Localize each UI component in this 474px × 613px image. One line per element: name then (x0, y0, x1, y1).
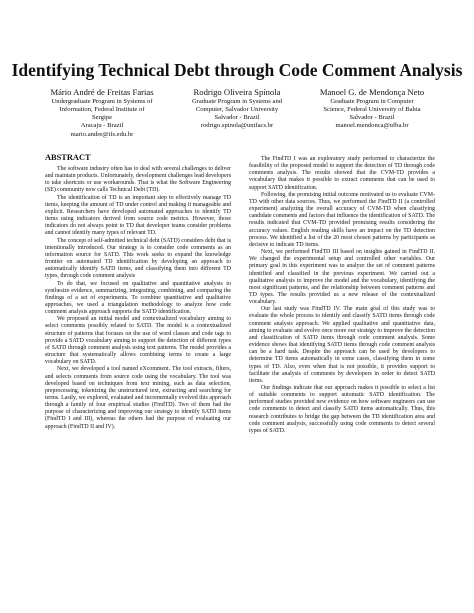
author-3-affiliation-line: Graduate Program in Computer (330, 97, 414, 105)
author-3-name: Manoel G. de Mendonça Neto (319, 87, 425, 97)
author-2-location: Salvador - Brazil (214, 114, 260, 122)
body-paragraph: The FindTD I was an exploratory study performed to characterize the feasibility of the proposed model to support the detection of TD through code comments analysis. The results showed that the CVM-TD provides a vocabulary that makes it possible to extract comments that can be used to support SATD identification. (249, 156, 435, 191)
right-column (249, 150, 435, 435)
body-paragraph: Next, we developed a tool named eXcomment. The tool extracts, filters, and selects comments from source code using the vocabulary. The tool was developed based on techniques from text mining, such as data selection, preprocessing, tokenizing the unstructured text, extracting and searching for terms. Lastly, we explored, evaluated and incrementally evolved this approach through a family of four empirical studies (FindTD). Two of them had the purpose of characterizing and improving our strategy to identify SATD items (FindTD I and III), whereas the others had the purpose of evaluating our approach (FindTD II and IV). (45, 366, 231, 430)
author-block (38, 87, 436, 139)
author-2 (173, 87, 301, 139)
author-2-email: rodrigo.spinola@unifacs.br (200, 122, 274, 130)
author-1-name: Mário André de Freitas Farias (50, 87, 154, 97)
body-paragraph: The identification of TD is an important step to effectively manage TD items, keeping the amount of TD under control and making it manageable and explicit. Researchers have developed automated approaches to identify TD items using indicators derived from source code metrics. However, those indicators do not always point to TD that developer teams consider problems and cannot identify many types of relevant TD. (45, 194, 231, 237)
author-1-affiliation-line: Undergraduate Program in Systems of (51, 97, 153, 105)
left-column (45, 150, 231, 435)
body-paragraph: The concept of self-admitted technical debt (SATD) considers debt that is intentionally introduced. Our strategy is to consider code comments as an information source for SATD. This work seeks to expand the knowledge frontier on automated TD identification by developing an approach to automatically identify SATD items, and classifying them into different TD types, through code comment analysis (45, 237, 231, 280)
author-1-affiliation-line: Sergipe (91, 114, 113, 122)
abstract-heading: ABSTRACT (45, 153, 91, 162)
author-1 (38, 87, 166, 139)
body-paragraph: Next, we performed FindTD III based on insights gained in FindTD II. We changed the experimental setup and controlled other variables. Our primary goal in this experiment was to analyze the set of comment patterns identified and classified in the previous experiment. We carried out a qualitative analysis to improve the model and the vocabulary, identifying the most significant patterns, and the relationship between comment patterns and TD types. The results provided us a new release of the contextualized vocabulary. (249, 249, 435, 306)
author-2-affiliation-line: Graduate Program in Systems and (191, 97, 283, 105)
author-2-affiliation-line: Computer, Salvador University (195, 105, 279, 113)
author-3-affiliation-line: Science, Federal University of Bahia (323, 105, 421, 113)
paper-title: Identifying Technical Debt through Code Comment Analysis (11, 60, 463, 80)
body-paragraph: Our last study was FindTD IV. The main goal of this study was to evaluate the whole process to identify and classify SATD items through code comment analysis approach. We applied qualitative and quantitative data, aiming to evaluate and evolve once more our strategy to improve the detection and classification of SATD items through code comment analysis. Some evidence shows that identifying SATD items through code comment analysis can be a hard task. Despite the approach can be used by developers to determine TD items automatically in some cases, classifying them in some types of TD. Also, even when that is not possible, it provides support to facilitate the analysis of comments by developers in order to detect SATD items. (249, 306, 435, 384)
body-paragraph: Our findings indicate that our approach makes it possible to select a list of suitable comments to support automatic SATD identification. The performed studies provided new evidence on how software engineers can use code comments to detect and classify SATD items automatically. Thus, this research contributes to bridge the gap between the TD identification area and code comment analysis, successfully using code comments to detect several types of SATD. (249, 385, 435, 434)
author-3 (308, 87, 436, 139)
body-paragraph: To do that, we focused on qualitative and quantitative analysis to synthesize evidence, summarizing, integrating, combining, and comparing the findings of a set of experiments. To combine quantitative and qualitative approaches, we used a triangulation methodology to analyze how code comment analysis approach supports the SATD identification. (45, 280, 231, 316)
body-columns (45, 150, 435, 435)
author-1-location: Aracaju - Brazil (80, 122, 124, 130)
body-paragraph: We proposed an initial model and contextualized vocabulary aiming to select comments possibly related to SATD. The model is a contextualized structure of patterns that focuses on the use of word classes and code tags to provide a SATD vocabulary aiming to support the detection of different types of SATD through comment analysis using text patterns. The model provides a structure that systematically allows combining terms to create a large vocabulary on SATD. (45, 316, 231, 366)
author-3-location: Salvador - Brazil (349, 114, 395, 122)
author-3-email: manoel.mendonca@ufba.br (335, 122, 409, 130)
author-1-affiliation-line: Information, Federal Institute of (59, 105, 145, 113)
author-2-name: Rodrigo Oliveira Spínola (193, 87, 281, 97)
body-paragraph: Following, the promising initial outcome motivated us to evaluate CVM-TD with other data sources. Thus, we performed the FindTD II (a controlled experiment) analyzing the overall accuracy of CVM-TD when classifying candidate comments and factors that influence the identification of SATD. The results indicated that CVM-TD provided promising results considering the accuracy values. English reading skills have an impact on the TD detection process. We identified a list of the 20 most chosen patterns by participants as decisive to indicate TD items. (249, 191, 435, 248)
body-paragraph: The software industry often has to deal with several challenges to deliver and maintain products. Unfortunately, development challenges lead developers to take shortcuts or use workarounds. That is what the Software Engineering (SE) community now calls Technical Debt (TD). (45, 166, 231, 194)
author-1-email: mario.andre@ifs.edu.br (70, 130, 134, 138)
